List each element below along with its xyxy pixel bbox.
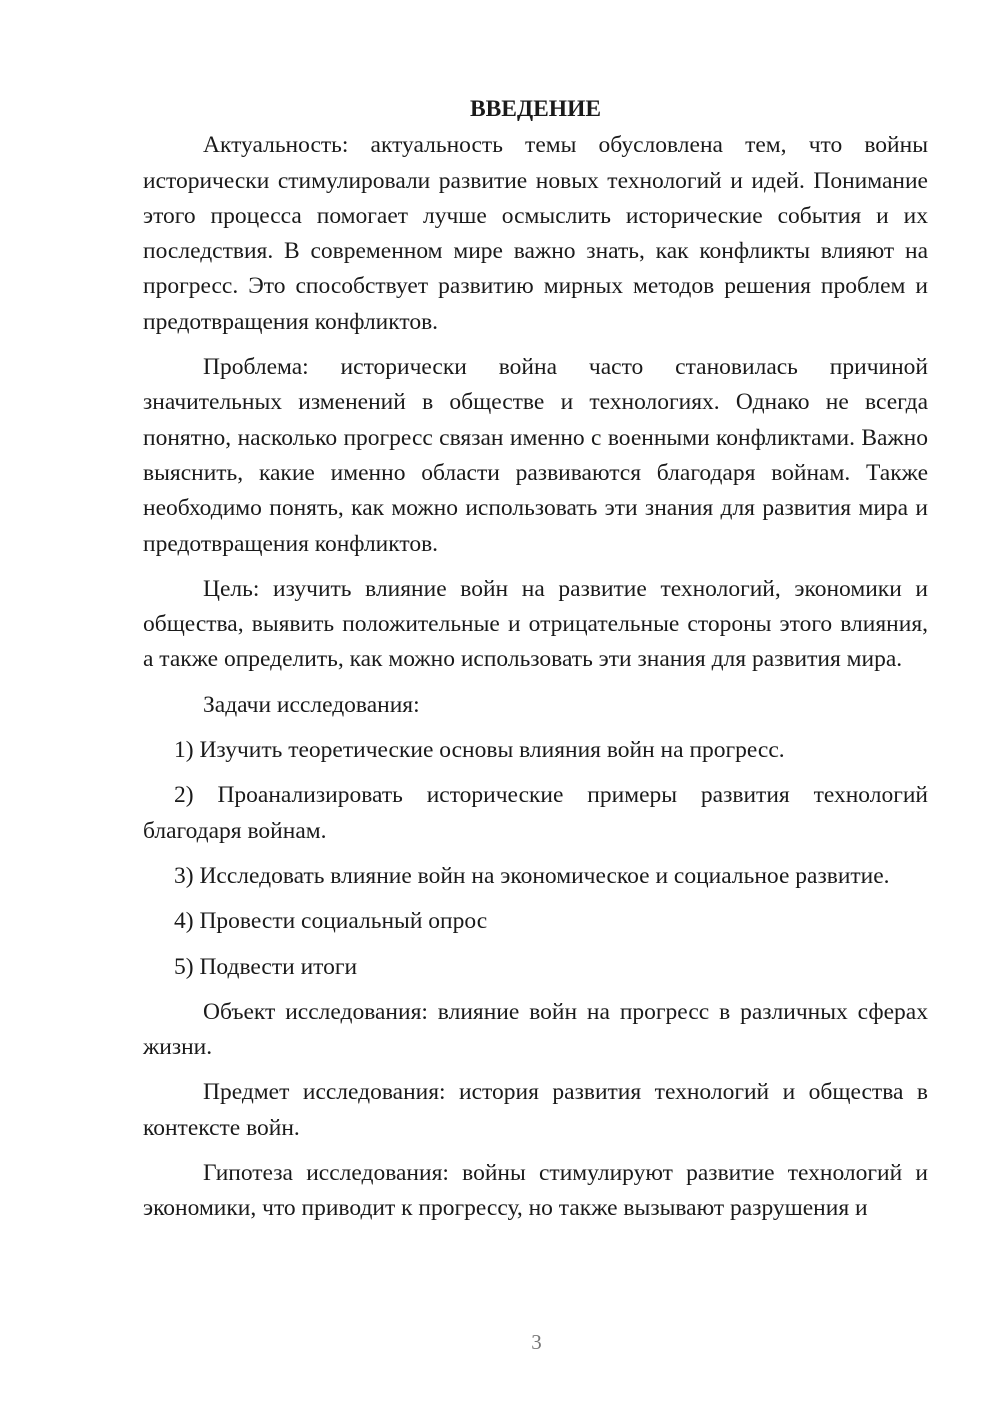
relevance-paragraph: Актуальность: актуальность темы обусловлена тем, что войны исторически стимулировали развитие новых технологий и идей. Понимание этого процесса помогает лучше осмыслить исторические события и их последствия. В современном мире важно знать, как конфликты влияют на прогресс. Это способствует развитию мирных методов решения проблем и предотвращения конфликтов. [143,132,928,335]
page-content [143,92,928,1237]
page-number: 3 [531,1330,542,1354]
section-heading: ВВЕДЕНИЕ [469,96,602,122]
task-item-1: 1) Изучить теоретические основы влияния войн на прогресс. [174,737,785,764]
hypothesis-paragraph: Гипотеза исследования: войны стимулируют развитие технологий и экономики, что приводит к прогрессу, но также вызывают разрушения и [143,1160,928,1222]
task-item-4: 4) Провести социальный опрос [174,908,488,935]
problem-paragraph: Проблема: исторически война часто становилась причиной значительных изменений в обществе и технологиях. Однако не всегда понятно, насколько прогресс связан именно с военными конфликтами. Важно выяснить, какие именно области развиваются благодаря войнам. Также необходимо понять, как можно использовать эти знания для развития мира и предотвращения конфликтов. [143,354,928,557]
goal-paragraph: Цель: изучить влияние войн на развитие технологий, экономики и общества, выявить положительные и отрицательные стороны этого влияния, а также определить, как можно использовать эти знания для развития мира. [143,575,928,673]
tasks-title: Задачи исследования: [203,691,420,718]
task-item-3: 3) Исследовать влияние войн на экономическое и социальное развитие. [174,862,890,889]
task-item-5: 5) Подвести итоги [174,953,358,980]
subject-paragraph: Предмет исследования: история развития технологий и общества в контексте войн. [143,1079,928,1141]
object-paragraph: Объект исследования: влияние войн на прогресс в различных сферах жизни. [143,998,928,1061]
task-item-2: 2) Проанализировать исторические примеры развития технологий благодаря войнам. [143,782,928,844]
